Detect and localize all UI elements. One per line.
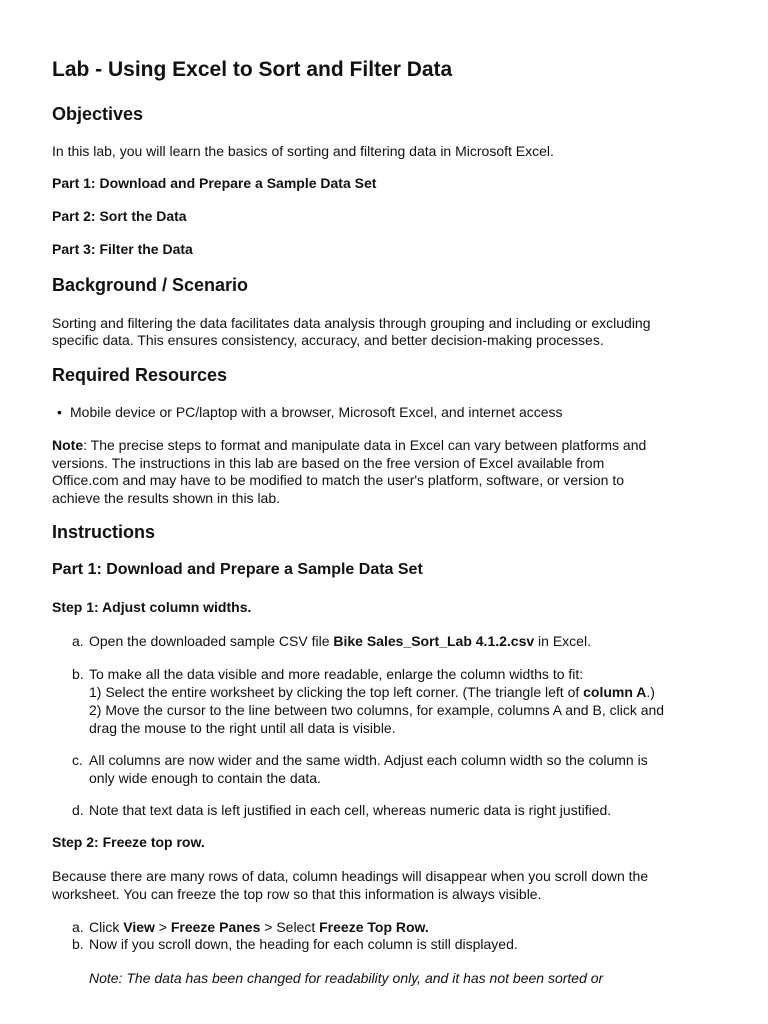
- objectives-heading: Objectives: [52, 104, 144, 124]
- resources-note-line-2: versions. The instructions in this lab are based on the free version of Excel available from: [52, 455, 605, 471]
- step1-item-b: b. To make all the data visible and more readable, enlarge the column widths to fit: 1) Select the entire worksheet by clicking the top left corner. (The triangle left of column A.) 2) Move the cursor to the line between two columns, for example, columns A and B, click and drag the mouse to the right until all data is visible.: [72, 666, 665, 736]
- step2-note: Note: The data has been changed for readability only, and it has not been sorted or: [89, 970, 604, 986]
- resources-bullet-item: [57, 403, 563, 421]
- step1-item-c: c. All columns are now wider and the same width. Adjust each column width so the column is only wide enough to contain the data.: [72, 752, 648, 786]
- objectives-part-1: Part 1: Download and Prepare a Sample Data Set: [52, 175, 377, 191]
- step1-item-d: d. Note that text data is left justified in each cell, whereas numeric data is right justified.: [72, 802, 612, 818]
- note-label: Note: [52, 437, 84, 453]
- step1-item-a: a. Open the downloaded sample CSV file Bike Sales_Sort_Lab 4.1.2.csv in Excel.: [72, 633, 591, 649]
- background-line-2: specific data. This ensures consistency, accuracy, and better decision-making processes.: [52, 332, 604, 348]
- step2-item-b: b. Now if you scroll down, the heading for each column is still displayed.: [72, 936, 518, 952]
- objectives-part-2: Part 2: Sort the Data: [52, 208, 187, 224]
- step2-line-1: Because there are many rows of data, column headings will disappear when you scroll down the: [52, 868, 649, 884]
- objectives-intro: In this lab, you will learn the basics of sorting and filtering data in Microsoft Excel.: [52, 143, 554, 159]
- step2-heading: Step 2: Freeze top row.: [52, 834, 205, 850]
- resources-note-line-1: Note: The precise steps to format and manipulate data in Excel can vary between platforms and: [52, 437, 647, 453]
- resources-heading: Required Resources: [52, 365, 228, 385]
- resources-note-line-3: Office.com and may have to be modified to match the user's platform, software, or version to: [52, 472, 625, 488]
- part1-heading: Part 1: Download and Prepare a Sample Data Set: [52, 561, 423, 578]
- page-title: Lab - Using Excel to Sort and Filter Data: [52, 58, 453, 81]
- bullet-dot-icon: •: [57, 404, 62, 420]
- csv-filename: Bike Sales_Sort_Lab 4.1.2.csv: [333, 633, 535, 649]
- step2-item-a: a. Click View > Freeze Panes > Select Freeze Top Row.: [72, 919, 429, 935]
- objectives-part-3: Part 3: Filter the Data: [52, 241, 193, 257]
- step1-heading: Step 1: Adjust column widths.: [52, 599, 252, 615]
- instructions-heading: Instructions: [52, 522, 156, 542]
- background-line-1: Sorting and filtering the data facilitates data analysis through grouping and including or excluding: [52, 315, 651, 331]
- resources-bullet-text: Mobile device or PC/laptop with a browser, Microsoft Excel, and internet access: [70, 404, 563, 420]
- background-heading: Background / Scenario: [52, 275, 249, 295]
- step2-line-2: worksheet. You can freeze the top row so that this information is always visible.: [52, 886, 542, 902]
- resources-note-line-4: achieve the results shown in this lab.: [52, 490, 281, 506]
